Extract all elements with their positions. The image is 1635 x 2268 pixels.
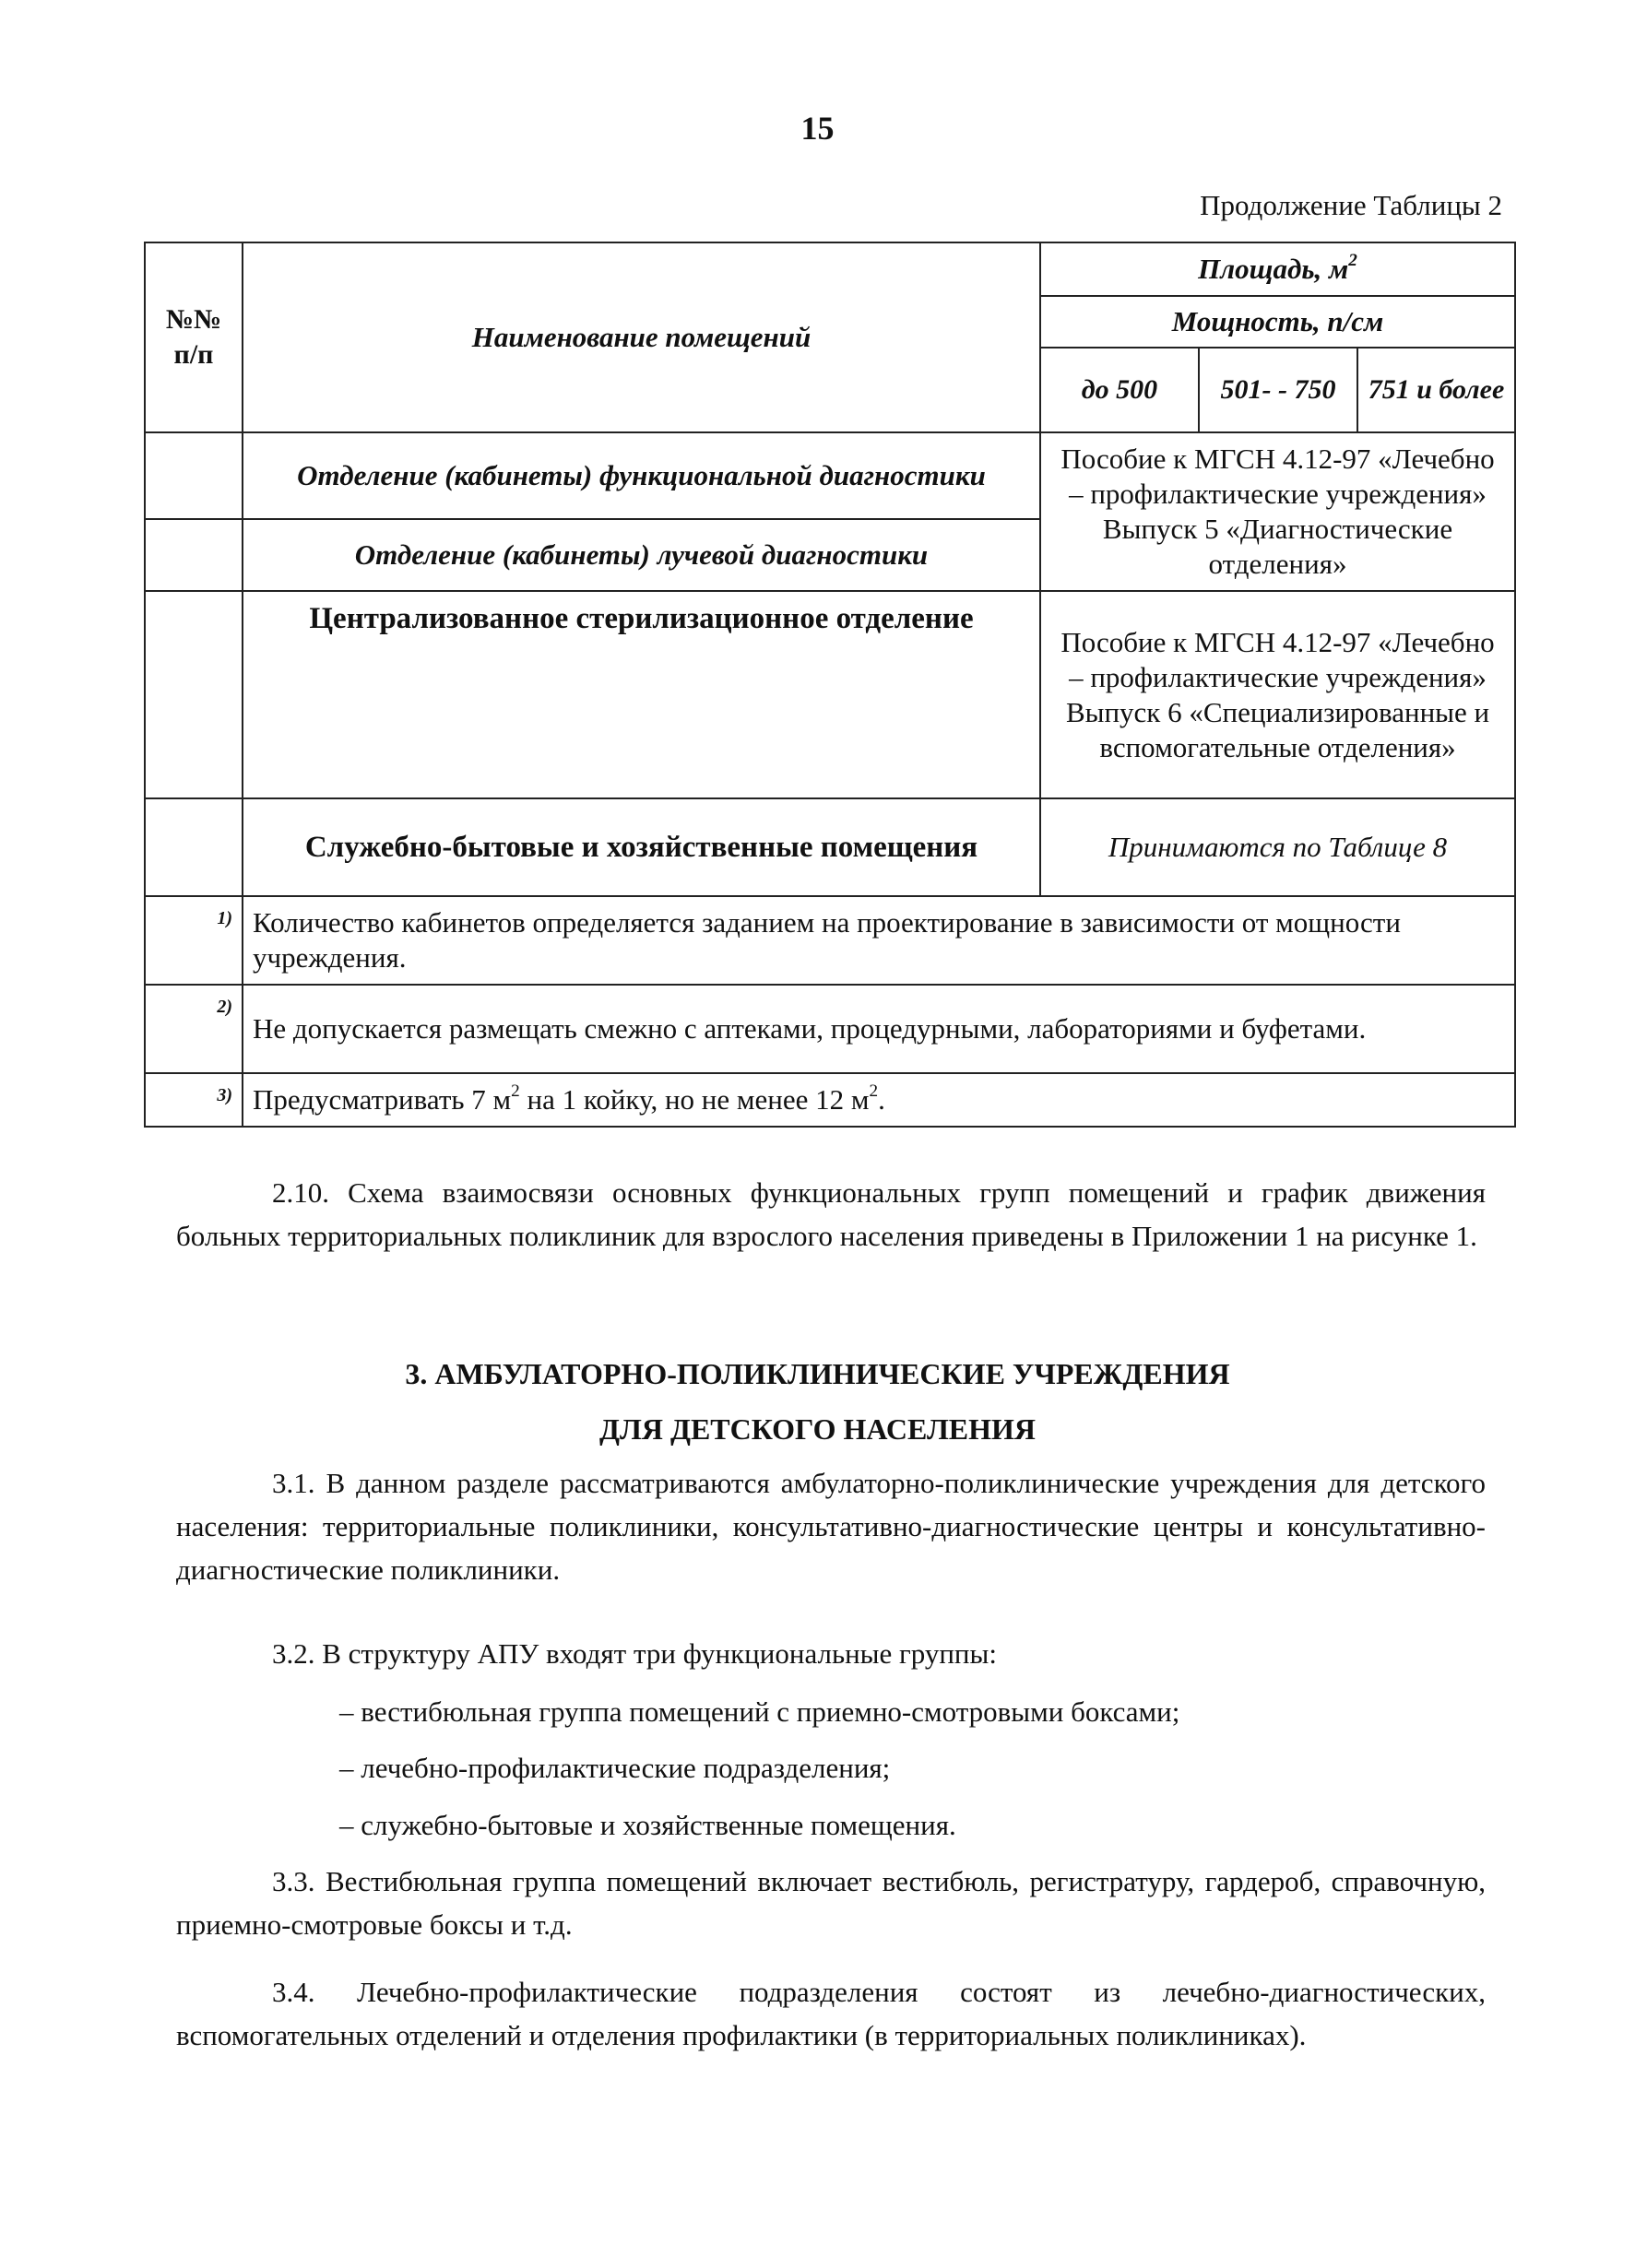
header-col-up-to-500: до 500: [1040, 348, 1199, 432]
paragraph-2-10: 2.10. Схема взаимосвязи основных функциональных групп помещений и график движения больных территориальных поликлиник для взрослого населения приведены в Приложении 1 на рисунке 1.: [176, 1176, 1486, 1252]
reference-table-8: Принимаются по Таблице 8: [1040, 798, 1515, 896]
header-col-751-more: 751 и более: [1357, 348, 1515, 432]
section-service-premises: Служебно-бытовые и хозяйственные помещения: [243, 798, 1040, 896]
list-item: – служебно-бытовые и хозяйственные помещения.: [339, 1809, 956, 1841]
rooms-area-table: [144, 242, 1516, 1128]
paragraph-3-4: 3.4. Лечебно-профилактические подразделения состоят из лечебно-диагностических, вспомогательных отделений и отделения профилактики (в территориальных поликлиниках).: [176, 1976, 1486, 2051]
row-number-cell: [145, 591, 243, 798]
section-radiology: Отделение (кабинеты) лучевой диагностики: [243, 519, 1040, 591]
footnote-text: Предусматривать 7 $м^2$ на 1 койку, но не менее 12 $м^2$.: [243, 1073, 1515, 1127]
footnote-mark: 1): [145, 896, 243, 985]
header-area: Площадь, $м^2$: [1040, 242, 1515, 296]
row-number-cell: [145, 798, 243, 896]
page-number: 15: [800, 110, 835, 147]
list-item: – вестибюльная группа помещений с приемно-смотровыми боксами;: [339, 1695, 1180, 1728]
header-col-501-750: 501- - 750: [1199, 348, 1357, 432]
header-room-name: Наименование помещений: [243, 242, 1040, 432]
list-item: – лечебно-профилактические подразделения;: [339, 1752, 891, 1784]
row-number-cell: [145, 519, 243, 591]
paragraph-3-3: 3.3. Вестибюльная группа помещений включает вестибюль, регистратуру, гардероб, справочную, приемно-смотровые боксы и т.д.: [176, 1865, 1486, 1941]
table-continuation-label: Продолжение Таблицы 2: [1200, 189, 1502, 221]
reference-issue-6: Пособие к МГСН 4.12-97 «Лечебно – профилактические учреждения» Выпуск 6 «Специализированные и вспомогательные отделения»: [1040, 591, 1515, 798]
footnote-text: Количество кабинетов определяется заданием на проектирование в зависимости от мощности учреждения.: [243, 896, 1515, 985]
section-sterilization: Централизованное стерилизационное отделение: [243, 591, 1040, 798]
paragraph-3-1: 3.1. В данном разделе рассматриваются амбулаторно-поликлинические учреждения для детского населения: территориальные поликлиники, консультативно-диагностические центры и консультативно-диагностические поликлиники.: [176, 1467, 1486, 1586]
section-heading-line-2: ДЛЯ ДЕТСКОГО НАСЕЛЕНИЯ: [598, 1412, 1037, 1446]
header-number: №№ п/п: [145, 242, 243, 432]
footnote-mark: 3): [145, 1073, 243, 1127]
section-functional-diagnostics: Отделение (кабинеты) функциональной диагностики: [243, 432, 1040, 519]
reference-issue-5: Пособие к МГСН 4.12-97 «Лечебно – профилактические учреждения» Выпуск 5 «Диагностические отделения»: [1040, 432, 1515, 591]
header-capacity: Мощность, п/см: [1040, 296, 1515, 348]
footnote-text: Не допускается размещать смежно с аптеками, процедурными, лабораториями и буфетами.: [243, 985, 1515, 1073]
footnote-mark: 2): [145, 985, 243, 1073]
row-number-cell: [145, 432, 243, 519]
paragraph-3-2: 3.2. В структуру АПУ входят три функциональные группы:: [272, 1637, 997, 1670]
section-heading-line-1: 3. АМБУЛАТОРНО-ПОЛИКЛИНИЧЕСКИЕ УЧРЕЖДЕНИЯ: [405, 1357, 1230, 1390]
